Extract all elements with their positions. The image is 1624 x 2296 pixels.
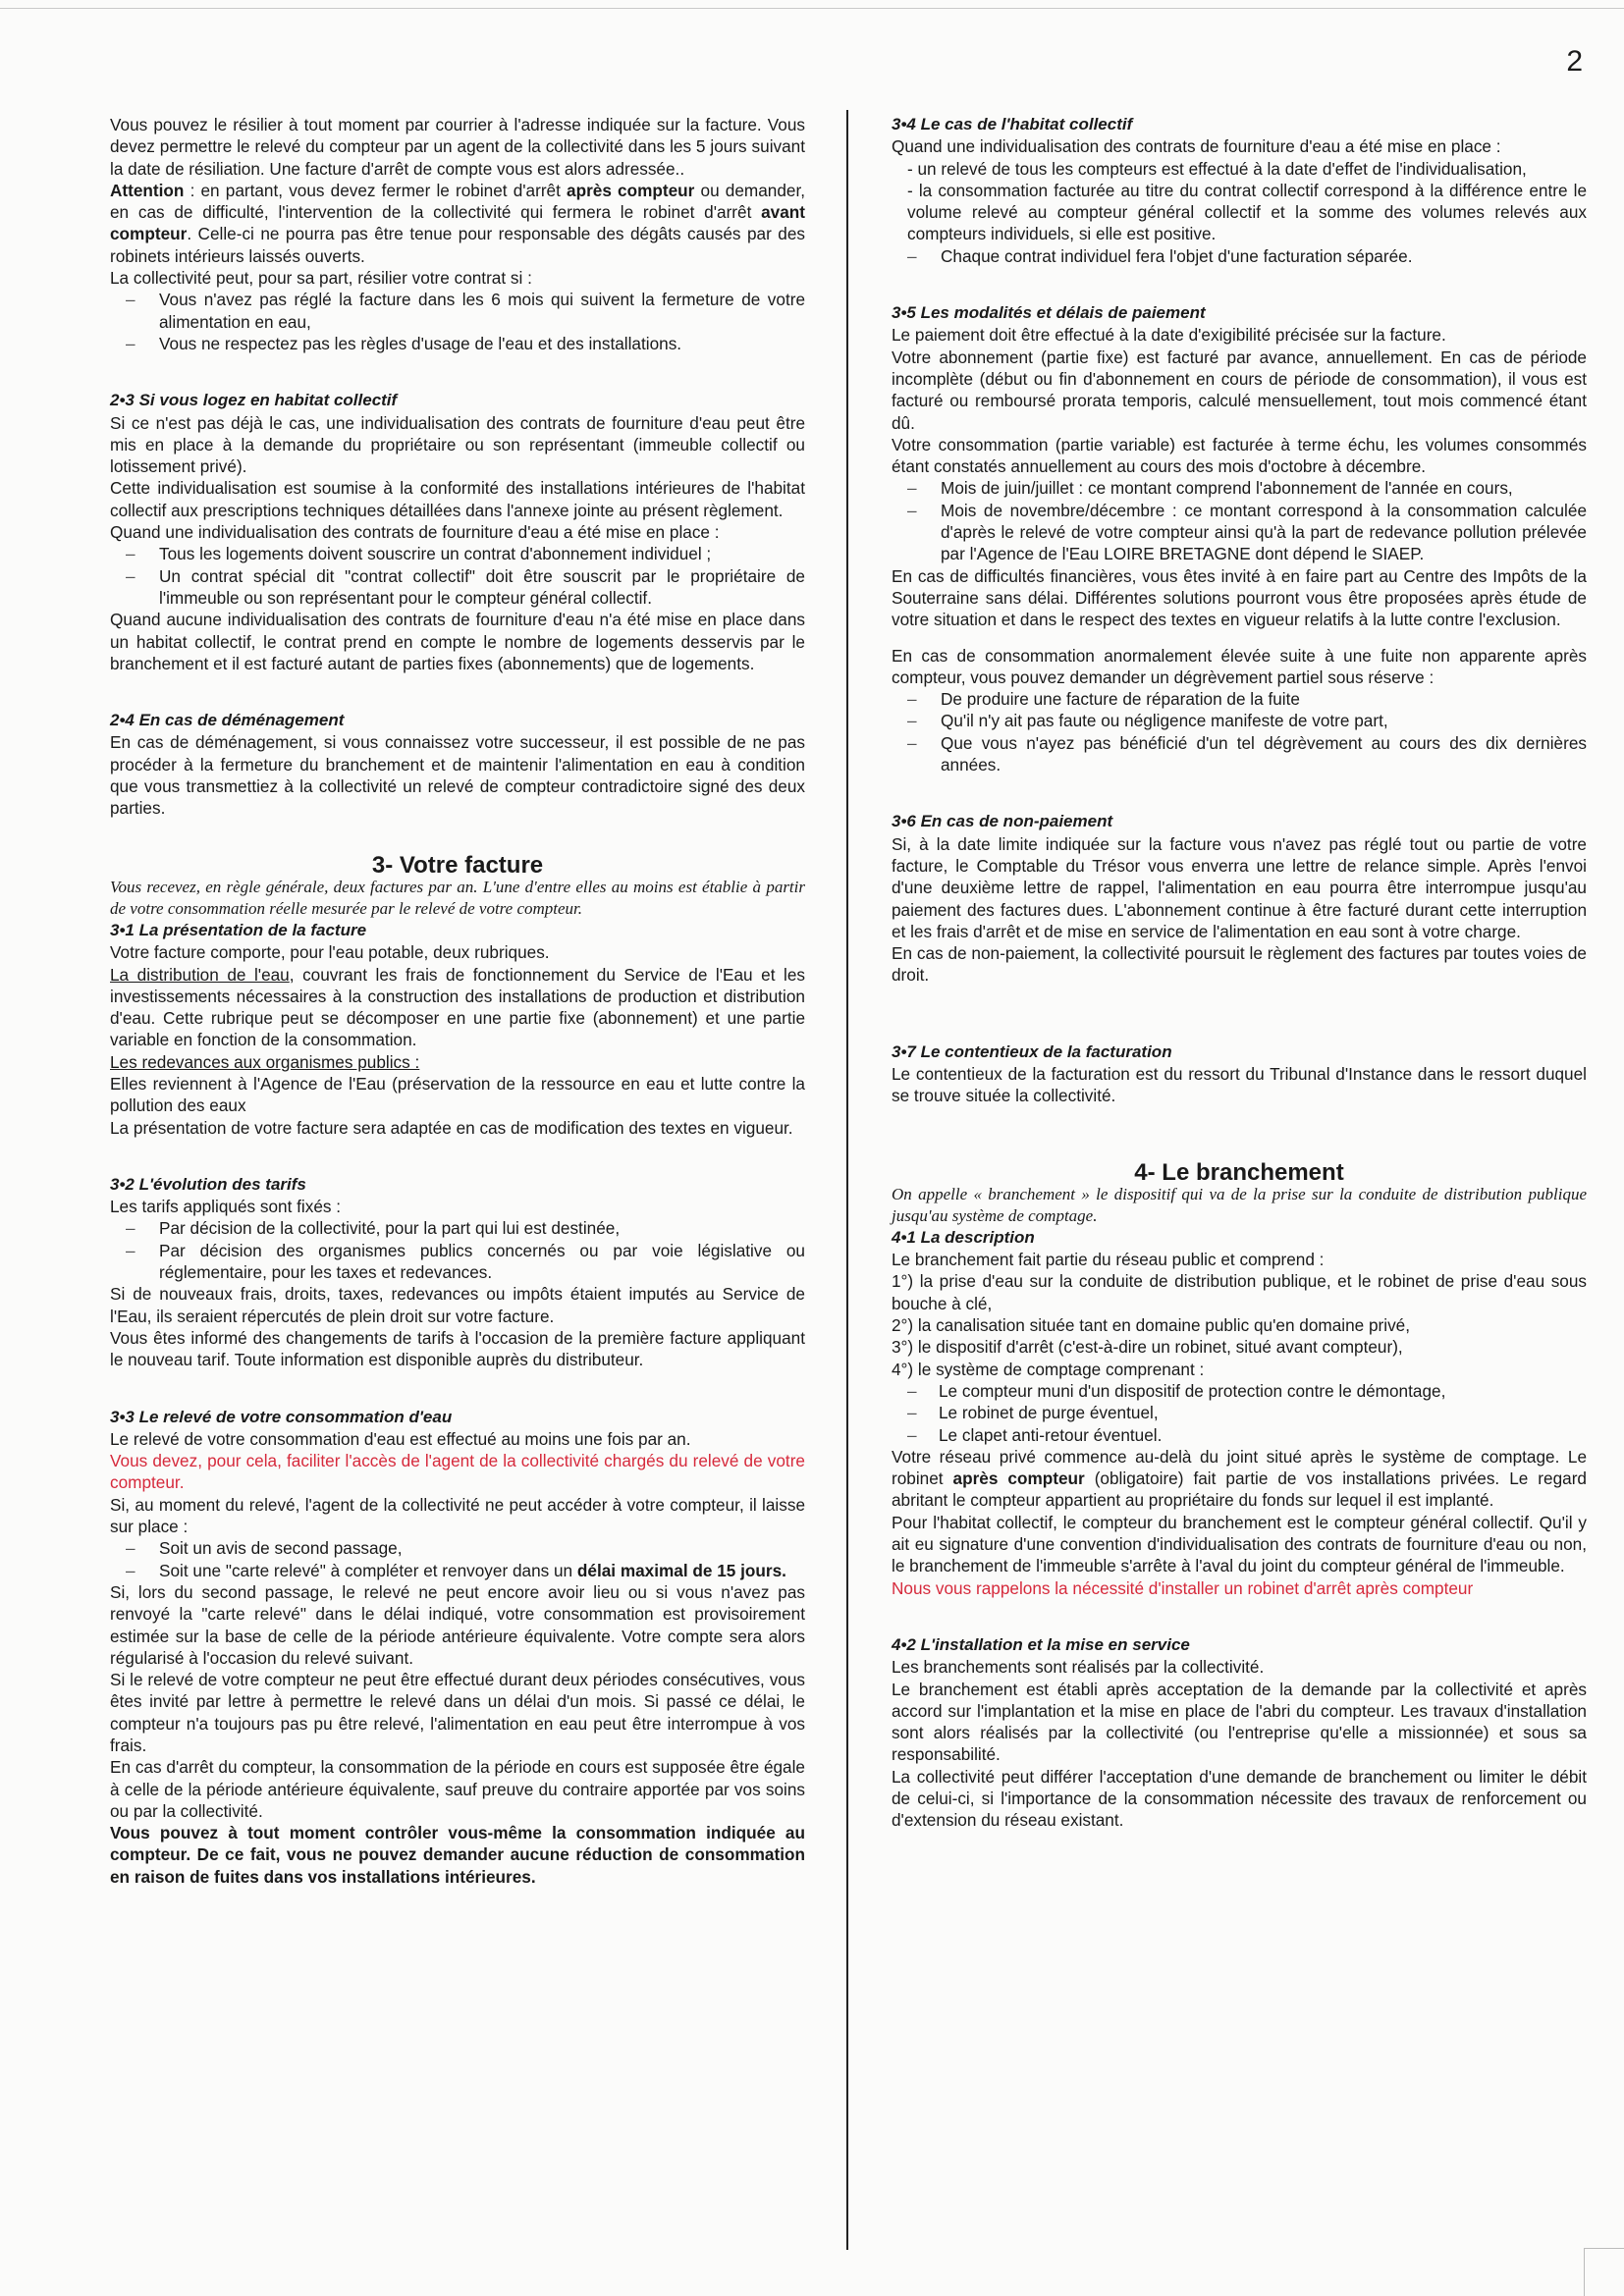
bold-text: avant compteur bbox=[110, 202, 805, 244]
list-item: – De produire une facture de réparation de la fuite bbox=[892, 688, 1587, 710]
paragraph: En cas d'arrêt du compteur, la consommation de la période en cours est supposée être égale à celle de la période antérieure équivalente, sauf preuve du contraire apportée par vos soins ou par la collectivité. bbox=[110, 1757, 805, 1821]
billing-months-list bbox=[892, 477, 1587, 564]
list-item: – Mois de juin/juillet : ce montant comprend l'abonnement de l'année en cours, bbox=[892, 477, 1587, 499]
paragraph: 1°) la prise d'eau sur la conduite de distribution publique, et le robinet de prise d'eau sous bouche à clé, bbox=[892, 1271, 1587, 1313]
subsection-heading: 3•4 Le cas de l'habitat collectif bbox=[892, 115, 1133, 133]
text: ou demander, en cas de difficulté, l'intervention de la collectivité qui fermera le robinet d'arrêt bbox=[110, 180, 805, 223]
paragraph: Si de nouveaux frais, droits, taxes, redevances ou impôts étaient imputés au Service de l'Eau, ils seraient répercutés de plein droit sur votre facture. bbox=[110, 1284, 805, 1326]
list-item: – Le robinet de purge éventuel, bbox=[892, 1402, 1587, 1423]
subsection-heading: 2•3 Si vous logez en habitat collectif bbox=[110, 391, 398, 410]
paragraph: Les branchements sont réalisés par la collectivité. bbox=[892, 1657, 1265, 1678]
bold-text: délai maximal de 15 jours. bbox=[576, 1560, 786, 1580]
paragraph: Elles reviennent à l'Agence de l'Eau (préservation de la ressource en eau et lutte contre la pollution des eaux bbox=[110, 1073, 805, 1116]
list-item: - un relevé de tous les compteurs est effectué à la date d'effet de l'individualisation, bbox=[907, 158, 1527, 179]
paragraph bbox=[110, 964, 805, 1051]
list-item: – Par décision des organismes publics concernés ou par voie législative ou réglementaire, pour les taxes et redevances. bbox=[110, 1240, 805, 1284]
list-item: – Chaque contrat individuel fera l'objet d'une facturation séparée. bbox=[892, 245, 1587, 267]
section-title: 4- Le branchement bbox=[1134, 1158, 1344, 1186]
text: Votre réseau privé commence au-delà du joint situé après le système de comptage. Le robinet bbox=[892, 1446, 1587, 1489]
list-item: – Que vous n'ayez pas bénéficié d'un tel dégrèvement au cours des dix dernières années. bbox=[892, 732, 1587, 776]
section-title: 3- Votre facture bbox=[371, 851, 544, 879]
scan-corner-fold bbox=[1584, 2248, 1624, 2296]
left-column bbox=[110, 114, 805, 1888]
right-column bbox=[892, 114, 1587, 1832]
text: , couvrant les frais de fonctionnement du Service de l'Eau et les investissements nécessaires à la construction des installations de production et distribution d'eau. Cette rubrique peut se décomposer en une partie fixe (abonnement) et une partie variable en fonction de la consommation. bbox=[110, 964, 805, 1050]
paragraph: Si, lors du second passage, le relevé ne peut encore avoir lieu ou si vous n'avez pas renvoyé la "carte relevé" dans le délai indiqué, votre consommation est provisoirement estimée sur la base de celle de la période antérieure équivalente. Votre compte sera alors régularisé à l'occasion du relevé suivant. bbox=[110, 1581, 805, 1668]
scan-top-edge bbox=[0, 8, 1624, 9]
paragraph: Le branchement fait partie du réseau public et comprend : bbox=[892, 1250, 1325, 1270]
paragraph: Le relevé de votre consommation d'eau est effectué au moins une fois par an. bbox=[110, 1428, 691, 1449]
subsection-heading: 2•4 En cas de déménagement bbox=[110, 711, 345, 730]
paragraph: Votre facture comporte, pour l'eau potable, deux rubriques. bbox=[110, 942, 550, 963]
underlined-text: La distribution de l'eau bbox=[110, 964, 290, 985]
list-item: – Soit un avis de second passage, bbox=[110, 1537, 805, 1559]
paragraph: Le contentieux de la facturation est du ressort du Tribunal d'Instance dans le ressort duquel se trouve située la collectivité. bbox=[892, 1063, 1587, 1106]
text: : en partant, vous devez fermer le robinet d'arrêt bbox=[184, 180, 568, 200]
text: (obligatoire) fait partie de vos installations privées. Le regard abritant le compteur appartient au propriétaire du fonds sur lequel il est implanté. bbox=[892, 1468, 1587, 1511]
attention-label: Attention bbox=[110, 180, 185, 200]
list-item: – Vous n'avez pas réglé la facture dans les 6 mois qui suivent la fermeture de votre alimentation en eau, bbox=[110, 289, 805, 333]
subsection-heading: 3•6 En cas de non-paiement bbox=[892, 812, 1113, 831]
highlighted-notice: Vous devez, pour cela, faciliter l'accès de l'agent de la collectivité chargés du relevé de votre compteur. bbox=[110, 1451, 805, 1493]
paragraph: La présentation de votre facture sera adaptée en cas de modification des textes en vigueur. bbox=[110, 1117, 793, 1138]
paragraph: En cas de déménagement, si vous connaissez votre successeur, il est possible de ne pas procéder à la fermeture du branchement et de maintenir l'alimentation en eau à condition que vous transmettiez à la collectivité un relevé de compteur contradictoire signé des deux parties. bbox=[110, 732, 805, 819]
column-divider bbox=[846, 110, 848, 2250]
highlighted-notice: Nous vous rappelons la nécessité d'installer un robinet d'arrêt après compteur bbox=[892, 1577, 1474, 1598]
paragraph: Vous êtes informé des changements de tarifs à l'occasion de la première facture appliquant le nouveau tarif. Toute information est disponible auprès du distributeur. bbox=[110, 1327, 805, 1370]
subsection-heading: 3•3 Le relevé de votre consommation d'eau bbox=[110, 1407, 453, 1426]
paragraph: Si, au moment du relevé, l'agent de la collectivité ne peut accéder à votre compteur, il laisse sur place : bbox=[110, 1494, 805, 1537]
meter-reading-list bbox=[110, 1537, 805, 1581]
list-item: – Le clapet anti-retour éventuel. bbox=[892, 1424, 1587, 1446]
paragraph: Pour l'habitat collectif, le compteur du branchement est le compteur général collectif. Qu'il y ait eu signature d'une convention d'individualisation des contrats de fourniture d'eau ou non, le branchement de l'immeuble s'arrête à l'aval du joint du compteur général de l'immeuble. bbox=[892, 1512, 1587, 1576]
paragraph: Votre consommation (partie variable) est facturée à terme échu, les volumes consommés étant constatés annuellement au cours des mois d'octobre à décembre. bbox=[892, 434, 1587, 477]
subsection-heading: 3•1 La présentation de la facture bbox=[110, 920, 367, 939]
paragraph: 4°) le système de comptage comprenant : bbox=[892, 1359, 1205, 1379]
list-item: – Tous les logements doivent souscrire un contrat d'abonnement individuel ; bbox=[110, 543, 805, 564]
paragraph: Le branchement est établi après acceptation de la demande par la collectivité et après accord sur l'implantation et la mise en place de l'abri du compteur. Les travaux d'installation sont alors réalisés par la collectivité (ou l'entreprise qu'elle a missionnée) et sous sa responsabilité. bbox=[892, 1679, 1587, 1765]
list-item: – Vous ne respectez pas les règles d'usage de l'eau et des installations. bbox=[110, 333, 805, 354]
paragraph: Si le relevé de votre compteur ne peut être effectué durant deux périodes consécutives, vous êtes invité par lettre à permettre le relevé dans un délai d'un mois. Si passé ce délai, le compteur n'a toujours pas pu être relevé, l'alimentation en eau peut être interrompue à vos frais. bbox=[110, 1670, 805, 1755]
collective-list bbox=[892, 245, 1587, 267]
paragraph: Votre abonnement (partie fixe) est facturé par avance, annuellement. En cas de période incomplète (début ou fin d'abonnement en cours de période de consommation), il vous est facturé ou remboursé prorata temporis, calculé mensuellement, tout mois commencé étant dû. bbox=[892, 347, 1587, 433]
underlined-text: Les redevances aux organismes publics : bbox=[110, 1051, 420, 1072]
page-number: 2 bbox=[1566, 45, 1583, 78]
paragraph: Si, à la date limite indiquée sur la facture vous n'avez pas réglé tout ou partie de votre facture, le Comptable du Trésor vous enverra une lettre de relance simple. Après l'envoi d'une deuxième lettre de rappel, l'alimentation en eau pourra être interrompue jusqu'au paiement des factures dues. L'abonnement continue à être facturé durant cette interruption et les frais d'arrêt et de mise en service de l'alimentation en eau sont à votre charge. bbox=[892, 833, 1587, 941]
individualisation-list bbox=[110, 543, 805, 609]
termination-list bbox=[110, 289, 805, 354]
paragraph: Quand aucune individualisation des contrats de fourniture d'eau n'a été mise en place dans un habitat collectif, le contrat prend en compte le nombre de logements desservis par le branchement et il est facturé autant de parties fixes (abonnements) que de logements. bbox=[110, 610, 805, 673]
bold-text: après compteur bbox=[567, 180, 695, 200]
text: Soit une "carte relevé" à compléter et renvoyer dans un bbox=[159, 1560, 577, 1580]
paragraph: Le paiement doit être effectué à la date d'exigibilité précisée sur la facture. bbox=[892, 325, 1446, 346]
paragraph: 2°) la canalisation située tant en domaine public qu'en domaine privé, bbox=[892, 1315, 1411, 1336]
metering-components-list bbox=[892, 1380, 1587, 1446]
paragraph bbox=[892, 1446, 1587, 1512]
section-intro: Vous recevez, en règle générale, deux factures par an. L'une d'entre elles au moins est établie à partir de votre consommation réelle mesurée par le relevé de votre compteur. bbox=[110, 877, 805, 918]
subsection-heading: 4•1 La description bbox=[892, 1227, 1035, 1247]
paragraph: Vous pouvez le résilier à tout moment par courrier à l'adresse indiquée sur la facture. Vous devez permettre le relevé du compteur par un agent de la collectivité dans les 5 jours suivant la date de résiliation. Une facture d'arrêt de compte vous est alors adressée.. bbox=[110, 115, 805, 179]
list-item: – Le compteur muni d'un dispositif de protection contre le démontage, bbox=[892, 1380, 1587, 1402]
section-intro: On appelle « branchement » le dispositif qui va de la prise sur la conduite de distribution publique jusqu'au système de comptage. bbox=[892, 1184, 1587, 1225]
paragraph: En cas de consommation anormalement élevée suite à une fuite non apparente après compteur, vous pouvez demander un dégrèvement partiel sous réserve : bbox=[892, 645, 1587, 687]
subsection-heading: 3•5 Les modalités et délais de paiement bbox=[892, 303, 1206, 323]
subsection-heading: 3•7 Le contentieux de la facturation bbox=[892, 1041, 1172, 1061]
attention-paragraph bbox=[110, 180, 805, 267]
paragraph: En cas de difficultés financières, vous êtes invité à en faire part au Centre des Impôts de la Souterraine sans délai. Différentes solutions pourront vous être proposées après étude de votre situation et dans le respect des textes en vigueur relatifs à la lutte contre l'exclusion. bbox=[892, 565, 1587, 630]
paragraph: La collectivité peut différer l'acceptation d'une demande de branchement ou limiter le débit de celui-ci, si l'importance de la consommation nécessite des travaux de renforcement ou d'extension du réseau existant. bbox=[892, 1766, 1587, 1831]
list-item: – Mois de novembre/décembre : ce montant correspond à la consommation calculée d'après le relevé de votre compteur ainsi qu'à la part de redevance pollution prélevée par l'Agence de l'Eau LOIRE BRETAGNE dont dépend le SIAEP. bbox=[892, 500, 1587, 565]
bold-text: Vous pouvez à tout moment contrôler vous-même la consommation indiquée au compteur. De ce fait, vous ne pouvez demander aucune réduction de consommation en raison de fuites dans vos installations intérieures. bbox=[110, 1823, 805, 1887]
paragraph: En cas de non-paiement, la collectivité poursuit le règlement des factures par toutes voies de droit. bbox=[892, 943, 1587, 986]
relief-conditions-list bbox=[892, 688, 1587, 775]
paragraph: Cette individualisation est soumise à la conformité des installations intérieures de l'habitat collectif aux prescriptions techniques détaillées dans l'annexe jointe au présent règlement. bbox=[110, 478, 805, 520]
bold-text: après compteur bbox=[952, 1468, 1085, 1489]
tariff-list bbox=[110, 1217, 805, 1283]
list-item: – Par décision de la collectivité, pour la part qui lui est destinée, bbox=[110, 1217, 805, 1239]
list-item: – Qu'il n'y ait pas faute ou négligence manifeste de votre part, bbox=[892, 710, 1587, 731]
paragraph: Les tarifs appliqués sont fixés : bbox=[110, 1197, 342, 1217]
text: . Celle-ci ne pourra pas être tenue pour responsable des dégâts causés par des robinets intérieurs laissés ouverts. bbox=[110, 224, 805, 266]
list-item bbox=[110, 1560, 805, 1581]
list-item: – Un contrat spécial dit "contrat collectif" doit être souscrit par le propriétaire de l'immeuble ou son représentant pour le compteur général collectif. bbox=[110, 565, 805, 610]
paragraph: Quand une individualisation des contrats de fourniture d'eau a été mise en place : bbox=[110, 522, 720, 543]
bold-paragraph bbox=[110, 1822, 805, 1888]
paragraph: Quand une individualisation des contrats de fourniture d'eau a été mise en place : bbox=[892, 136, 1501, 157]
paragraph: Si ce n'est pas déjà le cas, une individualisation des contrats de fourniture d'eau peut être mis en place à la demande du propriétaire ou son représentant (immeuble collectif ou lotissement privé). bbox=[110, 412, 805, 477]
subsection-heading: 3•2 L'évolution des tarifs bbox=[110, 1174, 306, 1194]
subsection-heading: 4•2 L'installation et la mise en service bbox=[892, 1634, 1190, 1654]
list-item: - la consommation facturée au titre du contrat collectif correspond à la différence entre le volume relevé au compteur général collectif et la somme des volumes relevés aux compteurs individuels, si elle est positive. bbox=[907, 180, 1587, 244]
paragraph: 3°) le dispositif d'arrêt (c'est-à-dire un robinet, situé avant compteur), bbox=[892, 1337, 1403, 1358]
paragraph: La collectivité peut, pour sa part, résilier votre contrat si : bbox=[110, 268, 532, 289]
